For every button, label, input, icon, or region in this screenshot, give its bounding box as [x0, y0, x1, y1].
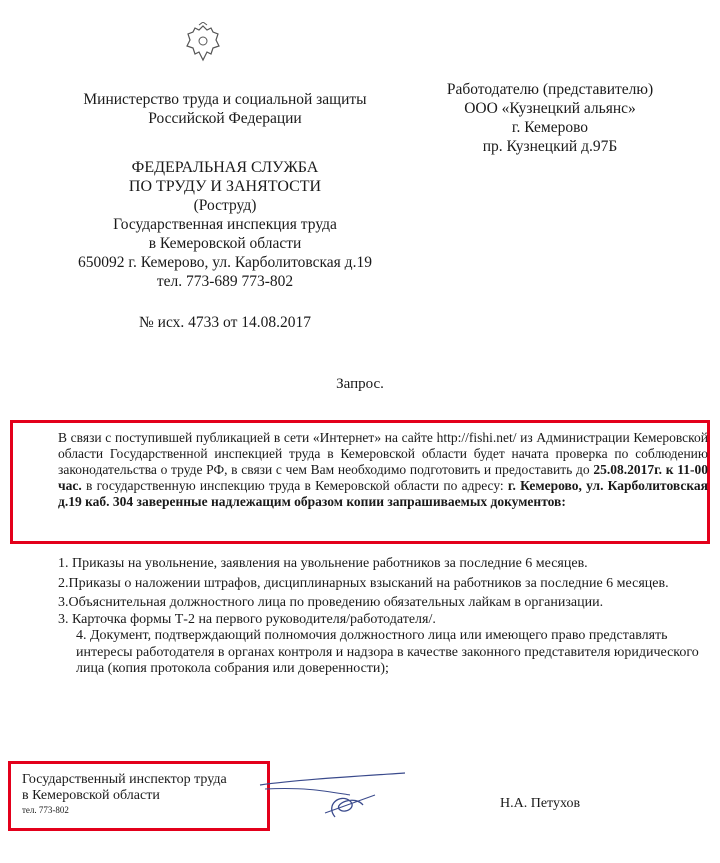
- coat-of-arms-icon: [185, 22, 221, 64]
- list-item: 1. Приказы на увольнение, заявления на увольнение работников за последние 6 месяцев.: [58, 556, 588, 571]
- request-paragraph: [58, 430, 708, 510]
- sender-organization: [40, 90, 410, 332]
- paragraph-part1: В связи с поступившей публикацией в сети «Интернет» на сайте http://fishi.net/ из Администрации Кемеровской области Государственной инспекцией труда в Кемеровской области будет начата проверка по соблюдению законодательства о труде РФ, в связи с чем Вам необходимо подготовить и предоставить до: [58, 430, 708, 477]
- addressee: [420, 80, 680, 156]
- addressee-line2: ООО «Кузнецкий альянс»: [464, 100, 636, 117]
- service-line1: ФЕДЕРАЛЬНАЯ СЛУЖБА: [131, 159, 319, 176]
- sender-address: 650092 г. Кемерово, ул. Карболитовская д.19: [78, 254, 372, 271]
- handwritten-signature: [255, 765, 415, 825]
- addressee-line1: Работодателю (представителю): [446, 81, 654, 98]
- position-line2: в Кемеровской области: [22, 788, 160, 803]
- paragraph-part2: в государственную инспекцию труда в Кемеровской области по адресу:: [81, 478, 508, 493]
- list-item: 2.Приказы о наложении штрафов, дисциплинарных взысканий на работников за последние 6 месяцев.: [58, 575, 669, 591]
- list-item: 4. Документ, подтверждающий полномочия должностного лица или имеющего право представлять интересы работодателя в органах контроля и надзора в качестве законного представителя юридического лица (копия протокола собрания или доверенности);: [76, 628, 699, 676]
- deadline: 25.08.2017г. к 11-00 час.: [58, 462, 708, 493]
- addressee-line3: г. Кемерово: [511, 119, 589, 136]
- ministry-line1: Министерство труда и социальной защиты: [83, 91, 367, 108]
- signatory-position: [22, 772, 272, 816]
- ministry-line2: Российской Федерации: [148, 110, 302, 127]
- service-short: (Роструд): [193, 197, 257, 214]
- submission-address: г. Кемерово, ул. Карболитовская д.19 каб. 304 заверенные надлежащим образом копии запрашиваемых документов:: [58, 478, 708, 509]
- position-line1: Государственный инспектор труда: [22, 772, 227, 787]
- service-line2: ПО ТРУДУ И ЗАНЯТОСТИ: [128, 178, 322, 195]
- inspector-phone: тел. 773-802: [22, 805, 69, 815]
- list-item: 3.Объяснительная должностного лица по проведению обязательных лайкам в организации.: [58, 595, 604, 610]
- document-title: Запрос.: [336, 376, 384, 392]
- sender-phone: тел. 773-689 773-802: [156, 273, 294, 290]
- outgoing-number: № исх. 4733 от 14.08.2017: [139, 314, 311, 331]
- inspection-line1: Государственная инспекция труда: [113, 216, 337, 233]
- document-list: [58, 556, 718, 678]
- addressee-line4: пр. Кузнецкий д.97Б: [482, 138, 618, 155]
- inspection-line2: в Кемеровской области: [148, 235, 302, 252]
- signer-name: Н.А. Петухов: [500, 796, 581, 811]
- list-item: 3. Карточка формы Т-2 на первого руководителя/работодателя/.: [58, 611, 436, 627]
